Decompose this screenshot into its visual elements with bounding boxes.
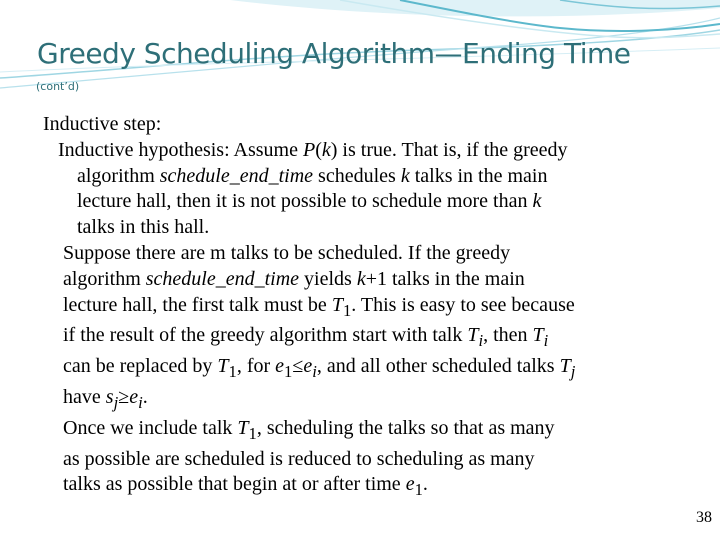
text-run: if the result of the greedy algorithm start with talk xyxy=(63,324,468,347)
text-run: Once we include talk xyxy=(63,416,238,439)
function-name: schedule_end_time xyxy=(145,267,300,290)
math-var: T xyxy=(237,416,249,439)
math-var: P xyxy=(302,138,316,161)
math-var: s xyxy=(105,385,114,408)
text-line xyxy=(40,267,690,293)
subscript: i xyxy=(478,331,484,351)
math-var: e xyxy=(275,355,285,378)
slide-title: Greedy Scheduling Algorithm—Ending Time xyxy=(37,37,631,70)
text-line xyxy=(40,293,690,324)
text-run: , scheduling the talks so that as many xyxy=(256,416,555,439)
text-run: Inductive hypothesis: Assume xyxy=(58,138,303,161)
text-run: talks as possible that begin at or after time xyxy=(63,473,406,496)
slide-subtitle: (cont’d) xyxy=(36,80,80,93)
text-run: . xyxy=(142,385,148,408)
math-var: e xyxy=(405,473,415,496)
math-symbol: ≤ xyxy=(292,355,304,378)
text-line xyxy=(40,138,690,164)
text-run: ) is true. That is, if the greedy xyxy=(330,138,568,161)
text-line xyxy=(40,164,690,190)
math-var: T xyxy=(467,324,479,347)
text-run: , for xyxy=(236,355,276,378)
math-var: k xyxy=(321,138,331,161)
text-run: . xyxy=(422,473,428,496)
text-run: lecture hall, the first talk must be xyxy=(63,293,332,316)
math-var: e xyxy=(303,355,313,378)
text-run: +1 talks in the main xyxy=(365,267,525,290)
math-var: T xyxy=(217,355,229,378)
math-var: T xyxy=(331,293,343,316)
text-run: , and all other scheduled talks xyxy=(316,355,560,378)
subscript: i xyxy=(543,331,549,351)
math-var: T xyxy=(559,355,571,378)
math-symbol: ≥ xyxy=(118,385,130,408)
subscript: 1 xyxy=(414,480,423,500)
text-line xyxy=(40,354,690,385)
text-run: algorithm xyxy=(77,164,160,187)
text-run: have xyxy=(63,385,106,408)
text-run: lecture hall, then it is not possible to schedule more than xyxy=(77,190,533,213)
page-number: 38 xyxy=(696,509,712,526)
text-run: algorithm xyxy=(63,267,146,290)
function-name: schedule_end_time xyxy=(159,164,314,187)
math-var: k xyxy=(356,267,366,290)
subscript: 1 xyxy=(342,300,352,320)
text-run: can be replaced by xyxy=(63,355,218,378)
subscript: 1 xyxy=(228,362,237,382)
text-run: talks in the main xyxy=(409,164,548,187)
subscript: 1 xyxy=(284,362,293,382)
math-var: k xyxy=(532,190,542,213)
text-line xyxy=(40,416,690,447)
text-run: . This is easy to see because xyxy=(351,293,575,316)
subscript: j xyxy=(113,392,119,412)
text-line: Inductive step: xyxy=(43,113,162,135)
subscript: i xyxy=(312,362,317,382)
text-run: schedules xyxy=(313,164,401,187)
subscript: 1 xyxy=(248,423,257,443)
text-run: , then xyxy=(483,324,533,347)
slide-body xyxy=(40,112,690,503)
text-run: ( xyxy=(315,138,322,161)
math-var: e xyxy=(129,385,139,408)
math-var: k xyxy=(400,164,410,187)
subscript: j xyxy=(570,362,576,382)
subscript: i xyxy=(138,392,143,412)
text-line: as possible are scheduled is reduced to scheduling as many xyxy=(63,447,535,470)
text-run: yields xyxy=(299,267,357,290)
text-line xyxy=(40,472,690,503)
text-line xyxy=(40,189,690,215)
text-line xyxy=(40,385,690,416)
text-line: Suppose there are m talks to be scheduled. If the greedy xyxy=(63,241,511,264)
text-line: talks in this hall. xyxy=(77,216,210,239)
math-var: T xyxy=(532,324,544,347)
text-line xyxy=(40,323,690,354)
